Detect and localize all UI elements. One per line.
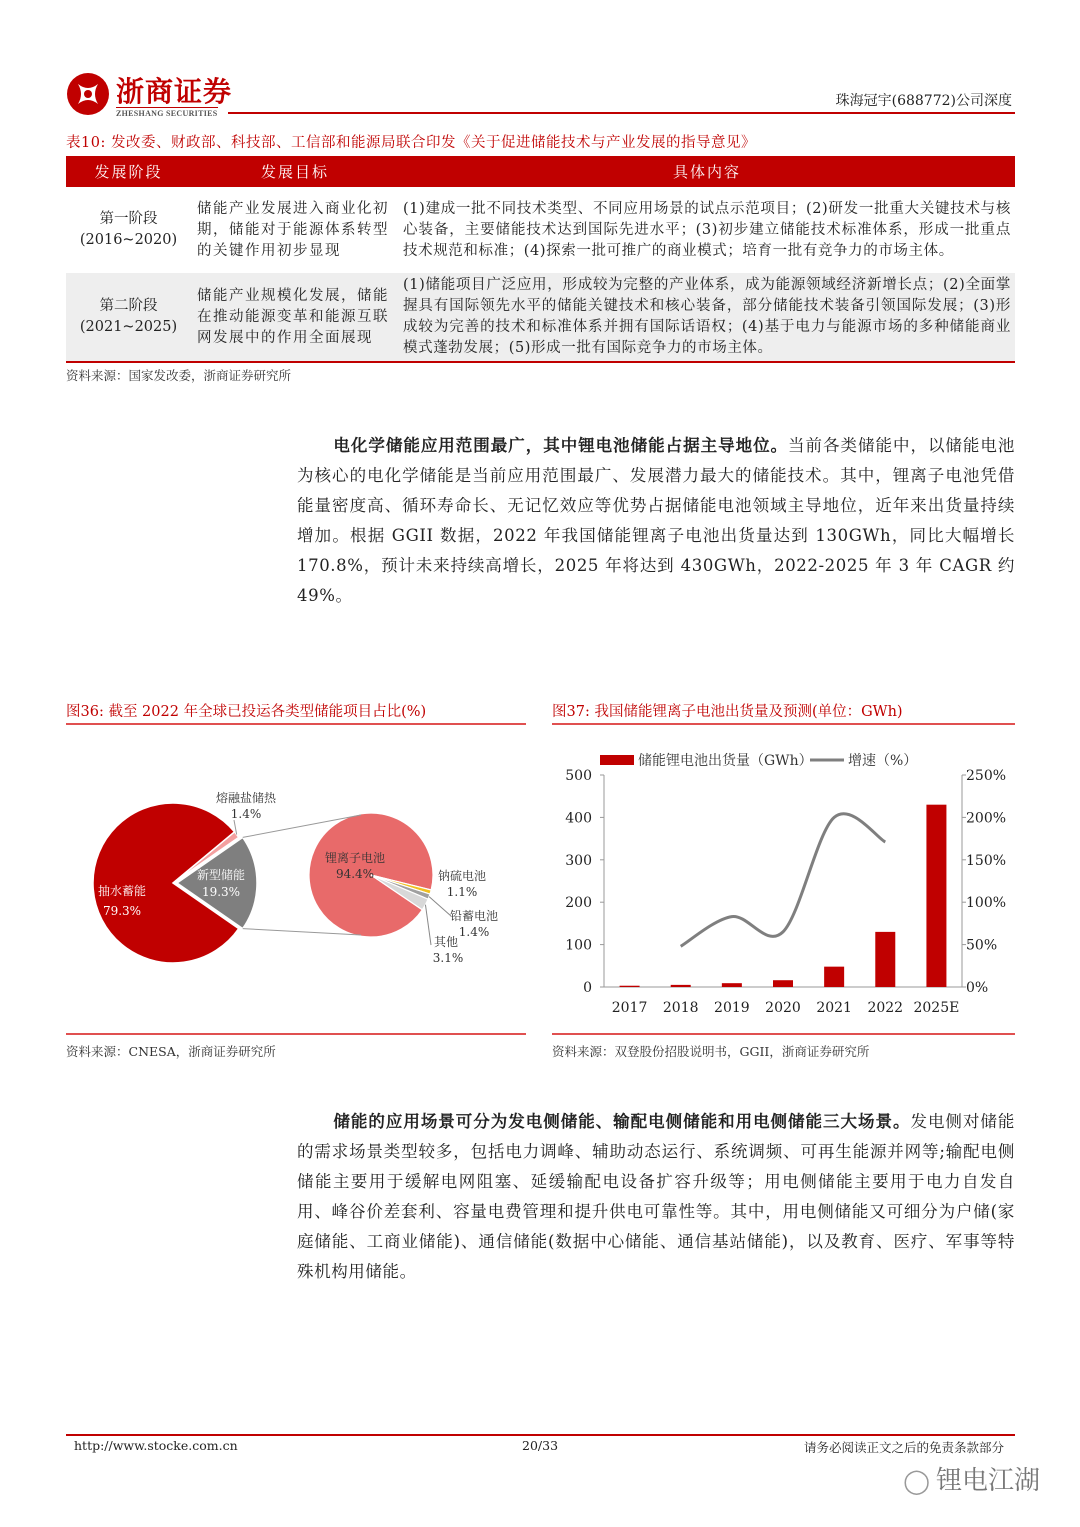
- left-tick-label: 500: [565, 768, 592, 784]
- table-header-row: [66, 156, 1015, 187]
- left-tick-label: 200: [565, 895, 592, 912]
- right-tick-label: 250%: [966, 768, 1007, 784]
- col-header-content: 具体内容: [399, 156, 1015, 187]
- footer-divider: [66, 1434, 1015, 1436]
- value-lead-acid: 1.4%: [458, 925, 490, 939]
- col-header-stage: 发展阶段: [66, 156, 191, 187]
- logo-text-en: ZHESHANG SECURITIES: [116, 109, 218, 118]
- label-new-storage: 新型储能: [196, 868, 246, 882]
- x-tick-label: 2020: [765, 1000, 801, 1016]
- x-tick-label: 2022: [867, 1000, 904, 1016]
- figure36-bottom-divider: [66, 1033, 526, 1035]
- col-header-goal: 发展目标: [191, 156, 399, 187]
- right-axis-ticks: [962, 768, 1006, 996]
- paragraph-lead: 储能的应用场景可分为发电侧储能、输配电侧储能和用电侧储能三大场景。: [333, 1112, 911, 1131]
- x-tick-label: 2021: [816, 1000, 852, 1016]
- table-row: [66, 273, 1015, 362]
- policy-table: [66, 156, 1015, 363]
- stage-period: (2021~2025): [79, 319, 178, 335]
- value-other: 3.1%: [432, 951, 464, 965]
- table-row: [66, 187, 1015, 273]
- value-pumped-hydro: 79.3%: [102, 904, 142, 918]
- bar-2025E: [926, 805, 946, 987]
- wechat-icon: ◯: [903, 1467, 930, 1495]
- x-tick-label: 2018: [662, 1000, 699, 1016]
- bar-2017: [620, 986, 640, 987]
- right-tick-label: 200%: [966, 810, 1007, 827]
- legend-bar-swatch: [600, 755, 634, 765]
- logo-mark-icon: [66, 72, 110, 116]
- paragraph-application-scenarios: [297, 1107, 1015, 1287]
- company-logo: [66, 70, 236, 120]
- figure37-source: 资料来源：双登股份招股说明书，GGII，浙商证券研究所: [552, 1044, 870, 1059]
- x-tick-label: 2019: [714, 1000, 750, 1016]
- x-tick-label: 2025E: [913, 1000, 960, 1016]
- label-molten-salt: 熔融盐储热: [215, 791, 277, 805]
- left-tick-label: 100: [565, 937, 592, 954]
- left-axis-ticks: [565, 768, 604, 996]
- watermark: [903, 1460, 1040, 1497]
- label-other: 其他: [433, 935, 459, 949]
- bar-2019: [722, 983, 742, 987]
- stage-name: 第二阶段: [99, 298, 158, 314]
- label-nas: 钠硫电池: [437, 869, 487, 883]
- watermark-text: 锂电江湖: [935, 1466, 1040, 1496]
- value-new-storage: 19.3%: [201, 885, 241, 899]
- bar-2021: [824, 967, 844, 987]
- bar-2020: [773, 980, 793, 987]
- x-axis-ticks: [612, 1000, 960, 1016]
- label-lead-acid: 铅蓄电池: [449, 909, 499, 923]
- line-series: [681, 814, 886, 947]
- goal-cell: 储能产业发展进入商业化初期，储能对于能源体系转型的关键作用初步显现: [191, 187, 399, 273]
- figure37-title: 图37: 我国储能锂离子电池出货量及预测(单位：GWh): [552, 704, 903, 720]
- table-source: 资料来源：国家发改委，浙商证券研究所: [66, 368, 292, 383]
- right-tick-label: 100%: [966, 895, 1007, 912]
- header-divider: [228, 112, 1015, 114]
- value-li-ion: 94.4%: [335, 867, 375, 881]
- right-tick-label: 0%: [966, 980, 989, 996]
- x-tick-label: 2017: [611, 1000, 648, 1016]
- disclaimer-note: 请务必阅读正文之后的免责条款部分: [803, 1440, 1004, 1455]
- label-pumped-hydro: 抽水蓄能: [97, 884, 147, 898]
- figure37-bar-line-chart: [552, 740, 1015, 1030]
- figure36-pie-chart: [66, 740, 536, 1030]
- chart-axes: [604, 775, 962, 987]
- bar-series: [620, 805, 947, 987]
- content-cell: (1)建成一批不同技术类型、不同应用场景的试点示范项目；(2)研发一批重大关键技术与核心装备，主要储能技术达到国际先进水平；(3)初步建立储能技术标准体系，形成一批重点技术规范和标准；(4)探索一批可推广的商业模式；培育一批有竞争力的市场主体。: [399, 187, 1015, 273]
- figure37-bottom-divider: [552, 1033, 1015, 1035]
- legend-bar-label: 储能锂电池出货量（GWh）: [638, 753, 813, 769]
- leader-lead-acid: [429, 897, 451, 916]
- page-number: 20/33: [522, 1438, 559, 1453]
- growth-line: [681, 814, 886, 947]
- value-nas: 1.1%: [446, 885, 478, 899]
- label-li-ion: 锂离子电池: [324, 851, 386, 865]
- legend-line-label: 增速（%）: [848, 753, 918, 769]
- value-molten-salt: 1.4%: [230, 807, 262, 821]
- figure36-title: 图36: 截至 2022 年全球已投运各类型储能项目占比(%): [66, 704, 427, 720]
- left-tick-label: 300: [565, 852, 592, 869]
- main-pie: [93, 803, 257, 963]
- right-tick-label: 50%: [966, 937, 998, 954]
- footer-url[interactable]: http://www.stocke.com.cn: [74, 1438, 238, 1453]
- chart-legend: [600, 752, 917, 769]
- goal-cell: 储能产业规模化发展，储能在推动能源变革和能源互联网发展中的作用全面展现: [191, 273, 399, 362]
- bar-2018: [671, 985, 691, 987]
- stage-cell: [66, 273, 191, 362]
- figure37-title-divider: [552, 723, 1015, 725]
- stage-cell: [66, 187, 191, 273]
- paragraph-lead: 电化学储能应用范围最广，其中锂电池储能占据主导地位。: [333, 436, 789, 455]
- paragraph-body: 当前各类储能中，以储能电池为核心的电化学储能是当前应用范围最广、发展潜力最大的储能技术。其中，锂离子电池凭借能量密度高、循环寿命长、无记忆效应等优势占据储能电池领域主导地位，近年来出货量持续增加。根据 GGII 数据，2022 年我国储能锂离子电池出货量达到 130GWh，同比大幅增长 170.8%，预计未来持续高增长，2025 年将达到 430GWh，2022-2025 年 3 年 CAGR 约 49%。: [297, 436, 1015, 605]
- report-label: 珠海冠宇(688772)公司深度: [835, 93, 1012, 109]
- figure36-source: 资料来源：CNESA，浙商证券研究所: [66, 1044, 276, 1059]
- left-tick-label: 0: [583, 980, 592, 996]
- figure36-title-divider: [66, 723, 526, 725]
- paragraph-lithium-storage: [297, 431, 1015, 611]
- leader-other: [425, 905, 431, 945]
- content-cell: (1)储能项目广泛应用，形成较为完整的产业体系，成为能源领域经济新增长点；(2)全面掌握具有国际领先水平的储能关键技术和核心装备，部分储能技术装备引领国际发展；(3)形成较为完善的技术和标准体系并拥有国际话语权；(4)基于电力与能源市场的多种储能商业模式蓬勃发展；(5)形成一批有国际竞争力的市场主体。: [399, 273, 1015, 362]
- stage-period: (2016~2020): [79, 232, 178, 248]
- bar-2022: [875, 932, 895, 987]
- left-tick-label: 400: [565, 810, 592, 827]
- logo-text-cn: 浙商证券: [116, 75, 233, 108]
- stage-name: 第一阶段: [99, 211, 158, 227]
- paragraph-body: 发电侧对储能的需求场景类型较多，包括电力调峰、辅助动态运行、系统调频、可再生能源并网等;输配电侧储能主要用于缓解电网阻塞、延缓输配电设备扩容升级等；用电侧储能主要用于电力自发自用、峰谷价差套利、容量电费管理和提升供电可靠性等。其中，用电侧储能又可细分为户储(家庭储能、工商业储能)、通信储能(数据中心储能、通信基站储能)，以及教育、医疗、军事等特殊机构用储能。: [297, 1112, 1015, 1281]
- table-title: 表10: 发改委、财政部、科技部、工信部和能源局联合印发《关于促进储能技术与产业发展的指导意见》: [66, 135, 756, 151]
- right-tick-label: 150%: [966, 852, 1007, 869]
